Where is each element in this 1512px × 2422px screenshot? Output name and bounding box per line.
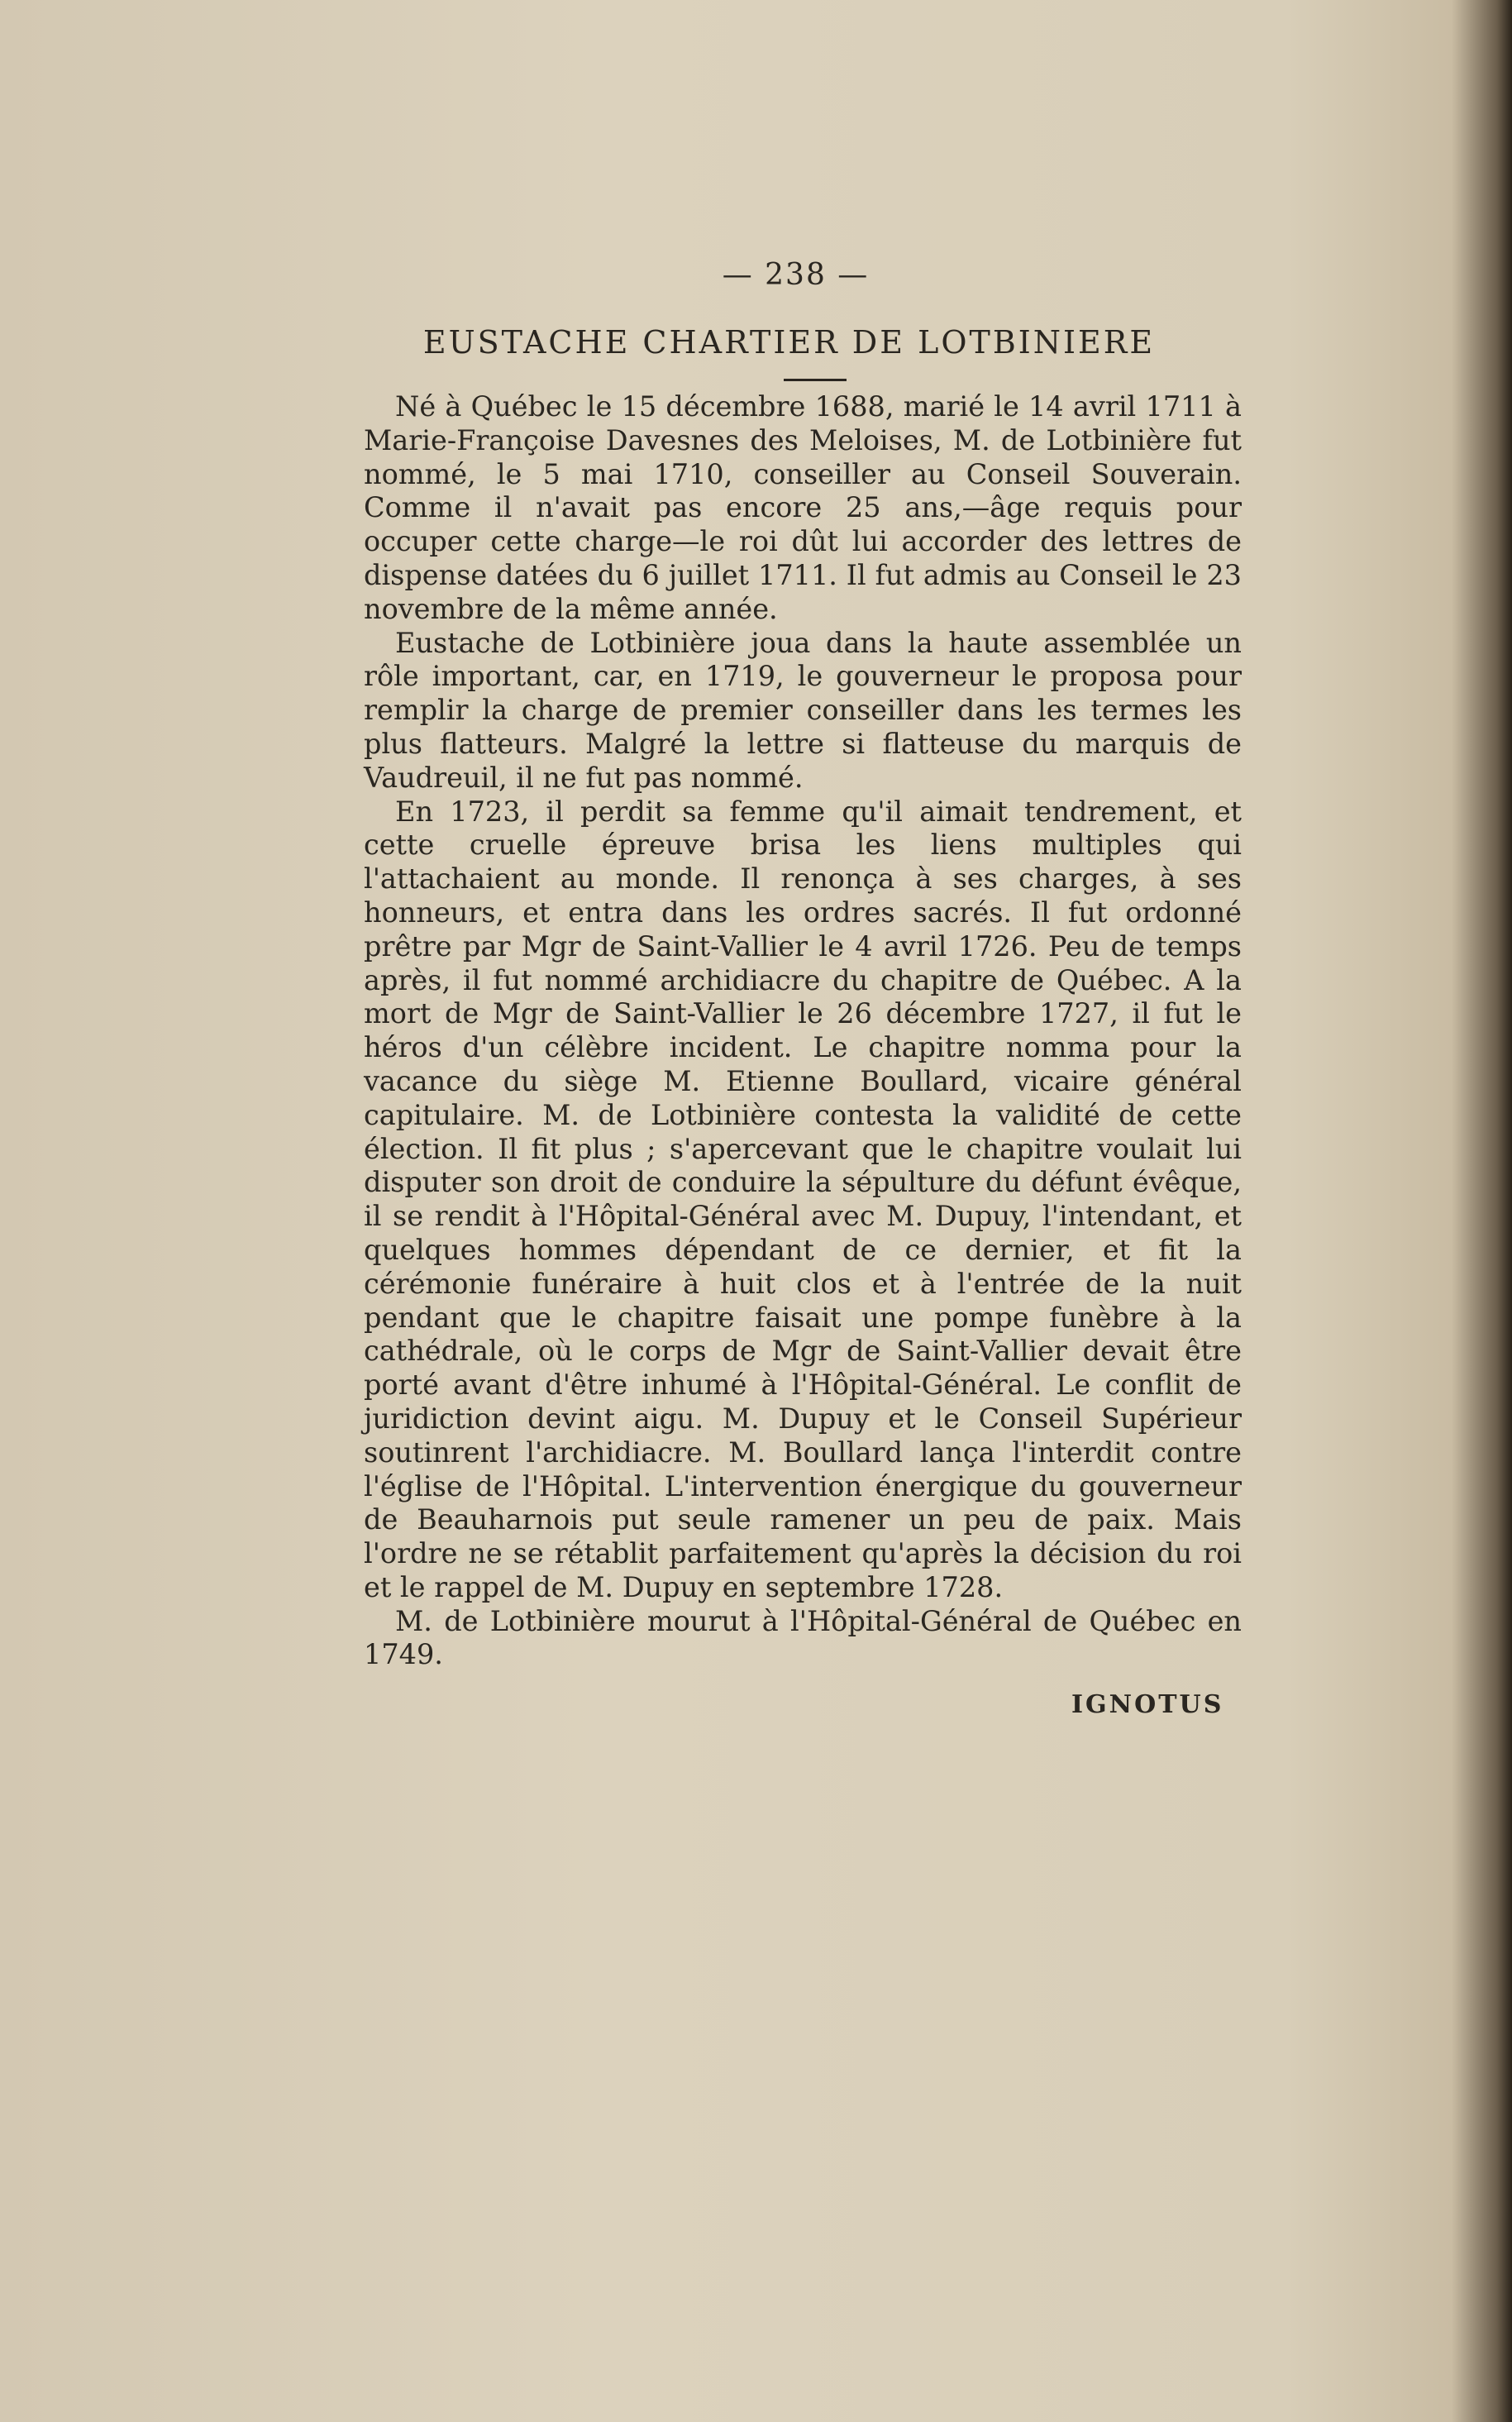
article-body bbox=[364, 390, 1242, 1672]
paragraph: M. de Lotbinière mourut à l'Hôpital-Général de Québec en 1749. bbox=[364, 1604, 1242, 1671]
article-title: EUSTACHE CHARTIER DE LOTBINIERE bbox=[422, 324, 1156, 361]
paragraph: Eustache de Lotbinière joua dans la haute assemblée un rôle important, car, en 1719, le gouverneur le proposa pour remplir la charge de premier conseiller dans les termes les plus flatteurs. Malgré la lettre si flatteuse du marquis de Vaudreuil, il ne fut pas nommé. bbox=[364, 626, 1242, 794]
paragraph: Né à Québec le 15 décembre 1688, marié le 14 avril 1711 à Marie-Françoise Davesnes des Meloises, M. de Lotbinière fut nommé, le 5 mai 1710, conseiller au Conseil Souverain. Comme il n'avait pas encore 25 ans,—âge requis pour occuper cette charge—le roi dût lui accorder des lettres de dispense datées du 6 juillet 1711. Il fut admis au Conseil le 23 novembre de la même année. bbox=[364, 390, 1242, 625]
author-signature: IGNOTUS bbox=[1071, 1690, 1224, 1719]
page-number: — 238 — bbox=[722, 258, 870, 292]
title-divider bbox=[784, 379, 847, 381]
paragraph: En 1723, il perdit sa femme qu'il aimait tendrement, et cette cruelle épreuve brisa les liens multiples qui l'attachaient au monde. Il renonça à ses charges, à ses honneurs, et entra dans les ordres sacrés. Il fut ordonné prêtre par Mgr de Saint-Vallier le 4 avril 1726. Peu de temps après, il fut nommé archidiacre du chapitre de Québec. A la mort de Mgr de Saint-Vallier le 26 décembre 1727, il fut le héros d'un célèbre incident. Le chapitre nomma pour la vacance du siège M. Etienne Boullard, vicaire général capitulaire. M. de Lotbinière contesta la validité de cette élection. Il fit plus ; s'apercevant que le chapitre voulait lui disputer son droit de conduire la sépulture du défunt évêque, il se rendit à l'Hôpital-Général avec M. Dupuy, l'intendant, et quelques hommes dépendant de ce dernier, et fit la cérémonie funéraire à huit clos et à l'entrée de la nuit pendant que le chapitre faisait une pompe funèbre à la cathédrale, où le corps de Mgr de Saint-Vallier devait être porté avant d'être inhumé à l'Hôpital-Général. Le conflit de juridiction devint aigu. M. Dupuy et le Conseil Supérieur soutinrent l'archidiacre. M. Boullard lança l'interdit contre l'église de l'Hôpital. L'intervention énergique du gouverneur de Beauharnois put seule ramener un peu de paix. Mais l'ordre ne se rétablit parfaitement qu'après la décision du roi et le rappel de M. Dupuy en septembre 1728. bbox=[364, 795, 1242, 1603]
